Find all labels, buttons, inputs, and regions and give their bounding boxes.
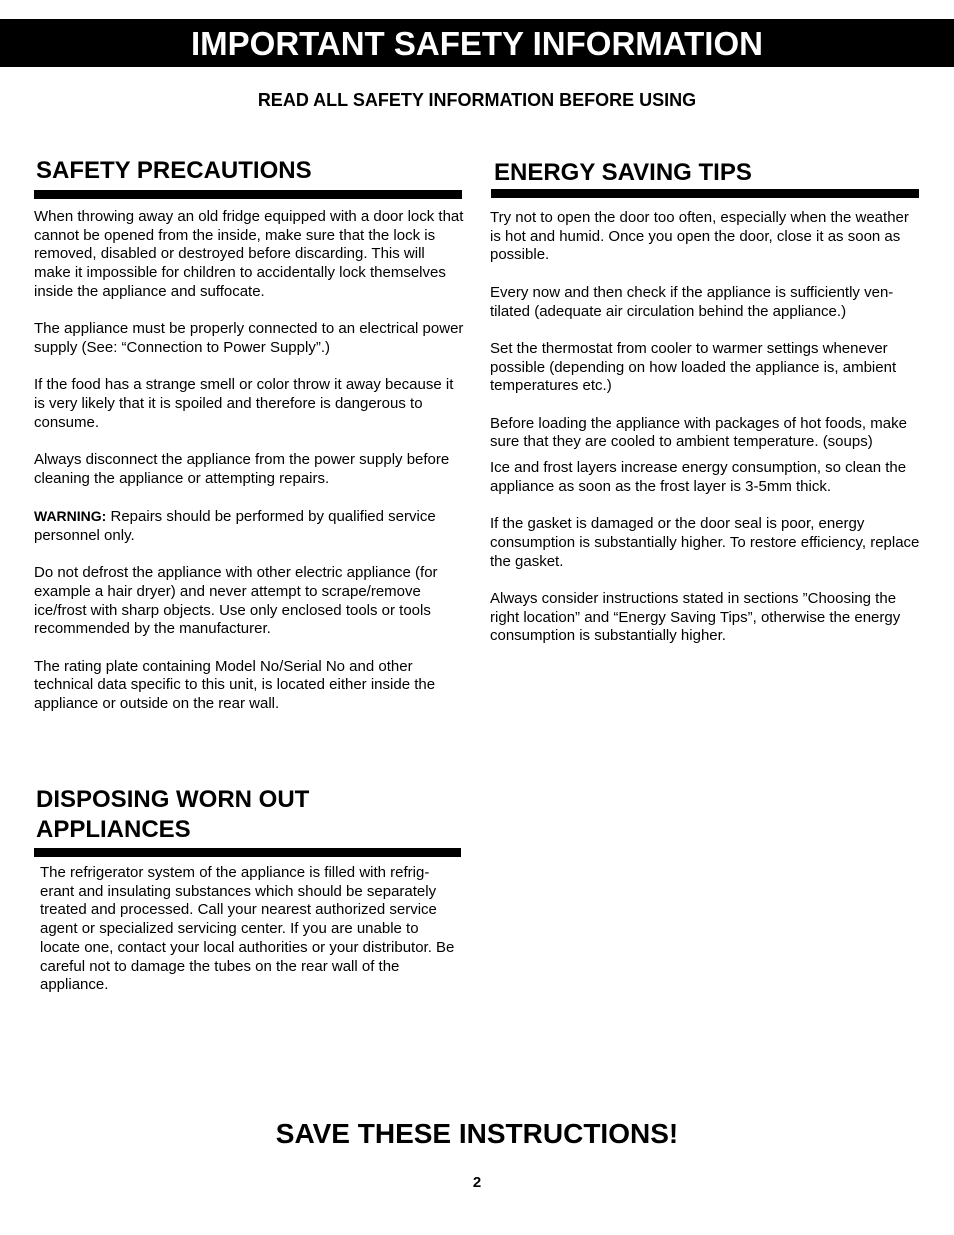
section-divider bbox=[491, 189, 919, 198]
safety-paragraph: Do not defrost the appliance with other electric appliance (for example a hair dryer) and never attempt to scrape/remove ice/frost with sharp objects. Use only enclosed tools or tools recommended by the manufacturer. bbox=[34, 564, 438, 638]
page-title-banner bbox=[0, 19, 954, 67]
energy-saving-heading: ENERGY SAVING TIPS bbox=[494, 159, 752, 186]
energy-tip: Always consider instructions stated in sections ”Choosing the right location” and “Energy Saving Tips”, otherwise the energy consumption is substantially higher. bbox=[490, 589, 901, 645]
safety-precautions-body bbox=[34, 208, 464, 733]
page-number: 2 bbox=[472, 1174, 482, 1191]
page-subtitle: READ ALL SAFETY INFORMATION BEFORE USING bbox=[257, 90, 697, 110]
section-divider bbox=[34, 190, 462, 199]
energy-tip: Ice and frost layers increase energy consumption, so clean the appliance as soon as the frost layer is 3-5mm thick. bbox=[490, 459, 907, 495]
disposing-paragraph: The refrigerator system of the appliance is filled with refrig-erant and insulating substances which should be separately treated and processed. Call your nearest authorized service agent or specialized servicing center. If you are unable to locate one, contact your local authorities or your distributor. Be careful not to damage the tubes on the rear wall of the appliance. bbox=[40, 864, 455, 994]
energy-tip: If the gasket is damaged or the door seal is poor, energy consumption is substantially higher. To restore efficiency, replace the gasket. bbox=[490, 515, 920, 570]
warning-paragraph bbox=[34, 507, 464, 545]
safety-paragraph: The appliance must be properly connected to an electrical power supply (See: “Connection to Power Supply”.) bbox=[34, 320, 464, 356]
energy-tip: Set the thermostat from cooler to warmer settings whenever possible (depending on how loaded the appliance is, ambient temperatures etc.) bbox=[490, 339, 897, 395]
save-instructions-title: SAVE THESE INSTRUCTIONS! bbox=[275, 1118, 679, 1149]
safety-paragraph: When throwing away an old fridge equipped with a door lock that cannot be opened from the inside, make sure that the lock is removed, disabled or destroyed before discarding. This will make it impossible for children to accidentally lock themselves inside the appliance and suffocate. bbox=[34, 208, 464, 300]
safety-precautions-heading: SAFETY PRECAUTIONS bbox=[36, 157, 312, 184]
energy-tip: Try not to open the door too often, especially when the weather is hot and humid. Once you open the door, close it as soon as possible. bbox=[490, 209, 909, 264]
disposing-body bbox=[40, 864, 462, 1014]
energy-tip: Every now and then check if the appliance is sufficiently ven-tilated (adequate air circulation behind the appliance.) bbox=[490, 283, 894, 320]
safety-paragraph: The rating plate containing Model No/Serial No and other technical data specific to this unit, is located either inside the appliance or outside on the rear wall. bbox=[34, 657, 436, 713]
safety-paragraph: If the food has a strange smell or color throw it away because it is very likely that it is spoiled and therefore is dangerous to consume. bbox=[34, 376, 454, 431]
energy-tip: Before loading the appliance with packages of hot foods, make sure that they are cooled to ambient temperature. (soups) bbox=[490, 414, 907, 451]
warning-text: Repairs should be performed by qualified service personnel only. bbox=[34, 508, 436, 544]
disposing-heading-line: APPLIANCES bbox=[36, 816, 191, 843]
energy-saving-body bbox=[490, 209, 920, 665]
page-title: IMPORTANT SAFETY INFORMATION bbox=[191, 25, 763, 62]
section-divider bbox=[34, 848, 461, 857]
disposing-heading-line: DISPOSING WORN OUT bbox=[36, 786, 310, 813]
safety-paragraph: Always disconnect the appliance from the power supply before cleaning the appliance or attempting repairs. bbox=[34, 451, 450, 487]
warning-label: WARNING: bbox=[34, 508, 107, 525]
disposing-heading bbox=[36, 785, 309, 845]
